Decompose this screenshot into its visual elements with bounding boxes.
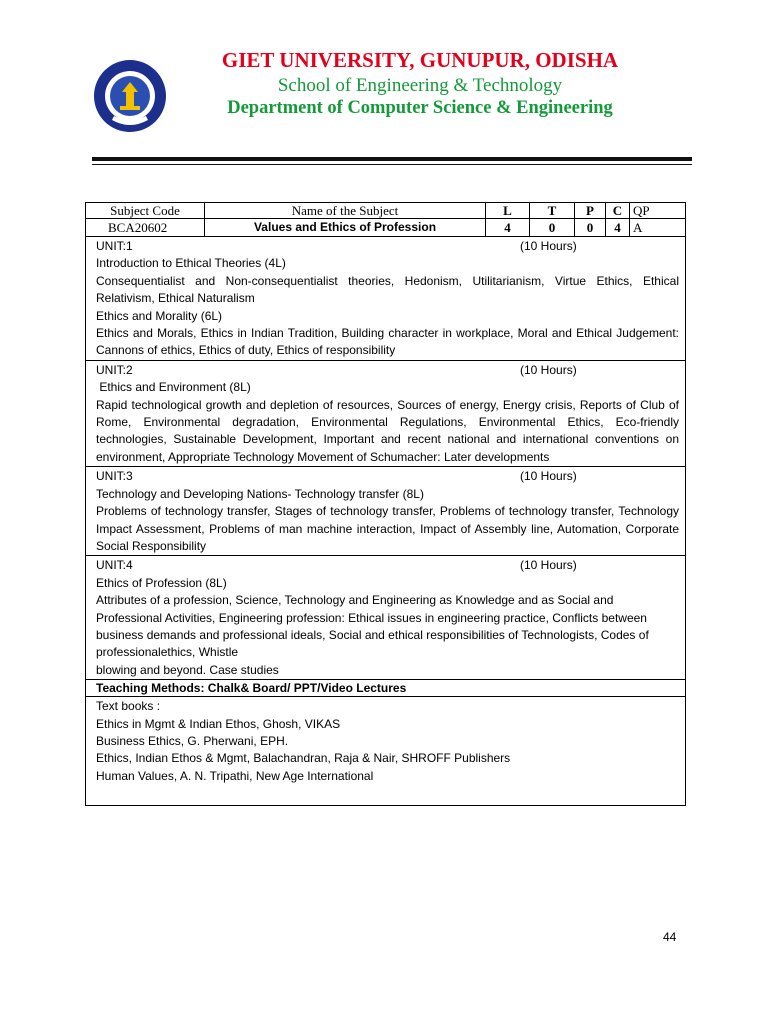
unit-row bbox=[86, 360, 686, 466]
value-qp: A bbox=[630, 219, 686, 237]
subject-row bbox=[86, 219, 686, 237]
unit-label: UNIT:3 bbox=[96, 469, 133, 484]
department-title: Department of Computer Science & Engineering bbox=[227, 98, 613, 118]
unit-hours: (10 Hours) bbox=[520, 362, 577, 377]
unit-row bbox=[86, 237, 686, 361]
unit-label: UNIT:4 bbox=[96, 558, 133, 573]
header-subject-name: Name of the Subject bbox=[205, 203, 486, 219]
textbooks-label: Text books : bbox=[96, 699, 161, 714]
unit-label: UNIT:1 bbox=[96, 239, 133, 253]
unit-hours: (10 Hours) bbox=[520, 239, 577, 253]
value-t: 0 bbox=[530, 219, 575, 237]
header-t: T bbox=[530, 203, 575, 219]
school-title: School of Engineering & Technology bbox=[277, 75, 563, 96]
subject-code: BCA20602 bbox=[86, 219, 205, 237]
header-p: P bbox=[575, 203, 606, 219]
unit-content: Consequentialist and Non-consequentialist theories, Hedonism, Utilitarianism, Virtue Ethics, Ethical Relativism, Ethical Naturalism bbox=[96, 273, 679, 306]
header-divider-thick bbox=[92, 157, 692, 161]
teaching-methods: Teaching Methods: Chalk& Board/ PPT/Video Lectures bbox=[86, 680, 686, 697]
textbook-item: Ethics, Indian Ethos & Mgmt, Balachandran, Raja & Nair, SHROFF Publishers bbox=[96, 751, 511, 766]
unit-content: Problems of technology transfer, Stages of technology transfer, Problems of technology transfer, Technology Impact Assessment, Problems of man machine interaction, Impact of Assembly line, Automation, Corporate Social Responsibility bbox=[96, 504, 679, 553]
unit-row bbox=[86, 556, 686, 680]
header-divider-thin bbox=[92, 164, 692, 165]
textbook-item: Ethics in Mgmt & Indian Ethos, Ghosh, VIKAS bbox=[96, 716, 341, 731]
value-p: 0 bbox=[575, 219, 606, 237]
textbook-item: Business Ethics, G. Pherwani, EPH. bbox=[96, 733, 289, 748]
unit-heading bbox=[96, 362, 679, 379]
unit-content: Ethics and Morals, Ethics in Indian Tradition, Building character in workplace, Moral and Ethical Judgement: Cannons of ethics, Ethics of duty, Ethics of responsibility bbox=[96, 326, 679, 358]
unit-content: Attributes of a profession, Science, Technology and Engineering as Knowledge and as Social and Professional Activities, Engineering profession: Ethical issues in engineering practice, Conflicts between business demands and professional ideals, Social and ethical responsibilities of Technologists, Codes of professionalethics, Whistle bbox=[96, 593, 649, 660]
university-title: GIET UNIVERSITY, GUNUPUR, ODISHA bbox=[221, 48, 619, 72]
page-number: 44 bbox=[663, 930, 677, 944]
textbook-item: Human Values, A. N. Tripathi, New Age International bbox=[96, 768, 374, 783]
subject-name: Values and Ethics of Profession bbox=[205, 219, 486, 237]
unit-4-cell bbox=[86, 556, 686, 680]
textbooks-row bbox=[86, 697, 686, 806]
unit-topic: Ethics and Environment (8L) bbox=[96, 380, 251, 395]
unit-heading bbox=[96, 557, 679, 574]
unit-row bbox=[86, 467, 686, 556]
header-qp: QP bbox=[630, 203, 686, 219]
teaching-methods-row bbox=[86, 680, 686, 697]
unit-1-cell bbox=[86, 237, 686, 361]
syllabus-table bbox=[85, 202, 686, 806]
value-l: 4 bbox=[486, 219, 530, 237]
header-l: L bbox=[486, 203, 530, 219]
value-c: 4 bbox=[606, 219, 630, 237]
unit-topic: Ethics and Morality (6L) bbox=[96, 308, 223, 323]
unit-hours: (10 Hours) bbox=[520, 558, 577, 573]
unit-topic: Ethics of Profession (8L) bbox=[96, 575, 227, 590]
unit-heading bbox=[96, 468, 679, 485]
unit-topic: Technology and Developing Nations- Technology transfer (8L) bbox=[96, 486, 424, 501]
unit-3-cell bbox=[86, 467, 686, 556]
university-seal-logo bbox=[92, 58, 168, 134]
unit-heading bbox=[96, 238, 679, 255]
unit-content: Rapid technological growth and depletion of resources, Sources of energy, Energy crisis, Reports of Club of Rome, Environmental degradation, Environmental Regulations, Environmental Ethics, Eco-friendly technologies, Sustainable Development, Important and recent national and international conventions on environment, Appropriate Technology Movement of Schumacher: Later developments bbox=[96, 397, 679, 464]
textbooks-cell bbox=[86, 697, 686, 806]
header-c: C bbox=[606, 203, 630, 219]
unit-hours: (10 Hours) bbox=[520, 469, 577, 484]
header-subject-code: Subject Code bbox=[86, 203, 205, 219]
unit-label: UNIT:2 bbox=[96, 362, 133, 377]
unit-content: blowing and beyond. Case studies bbox=[96, 662, 279, 677]
unit-topic: Introduction to Ethical Theories (4L) bbox=[96, 256, 286, 271]
table-header-row bbox=[86, 203, 686, 219]
unit-2-cell bbox=[86, 360, 686, 466]
